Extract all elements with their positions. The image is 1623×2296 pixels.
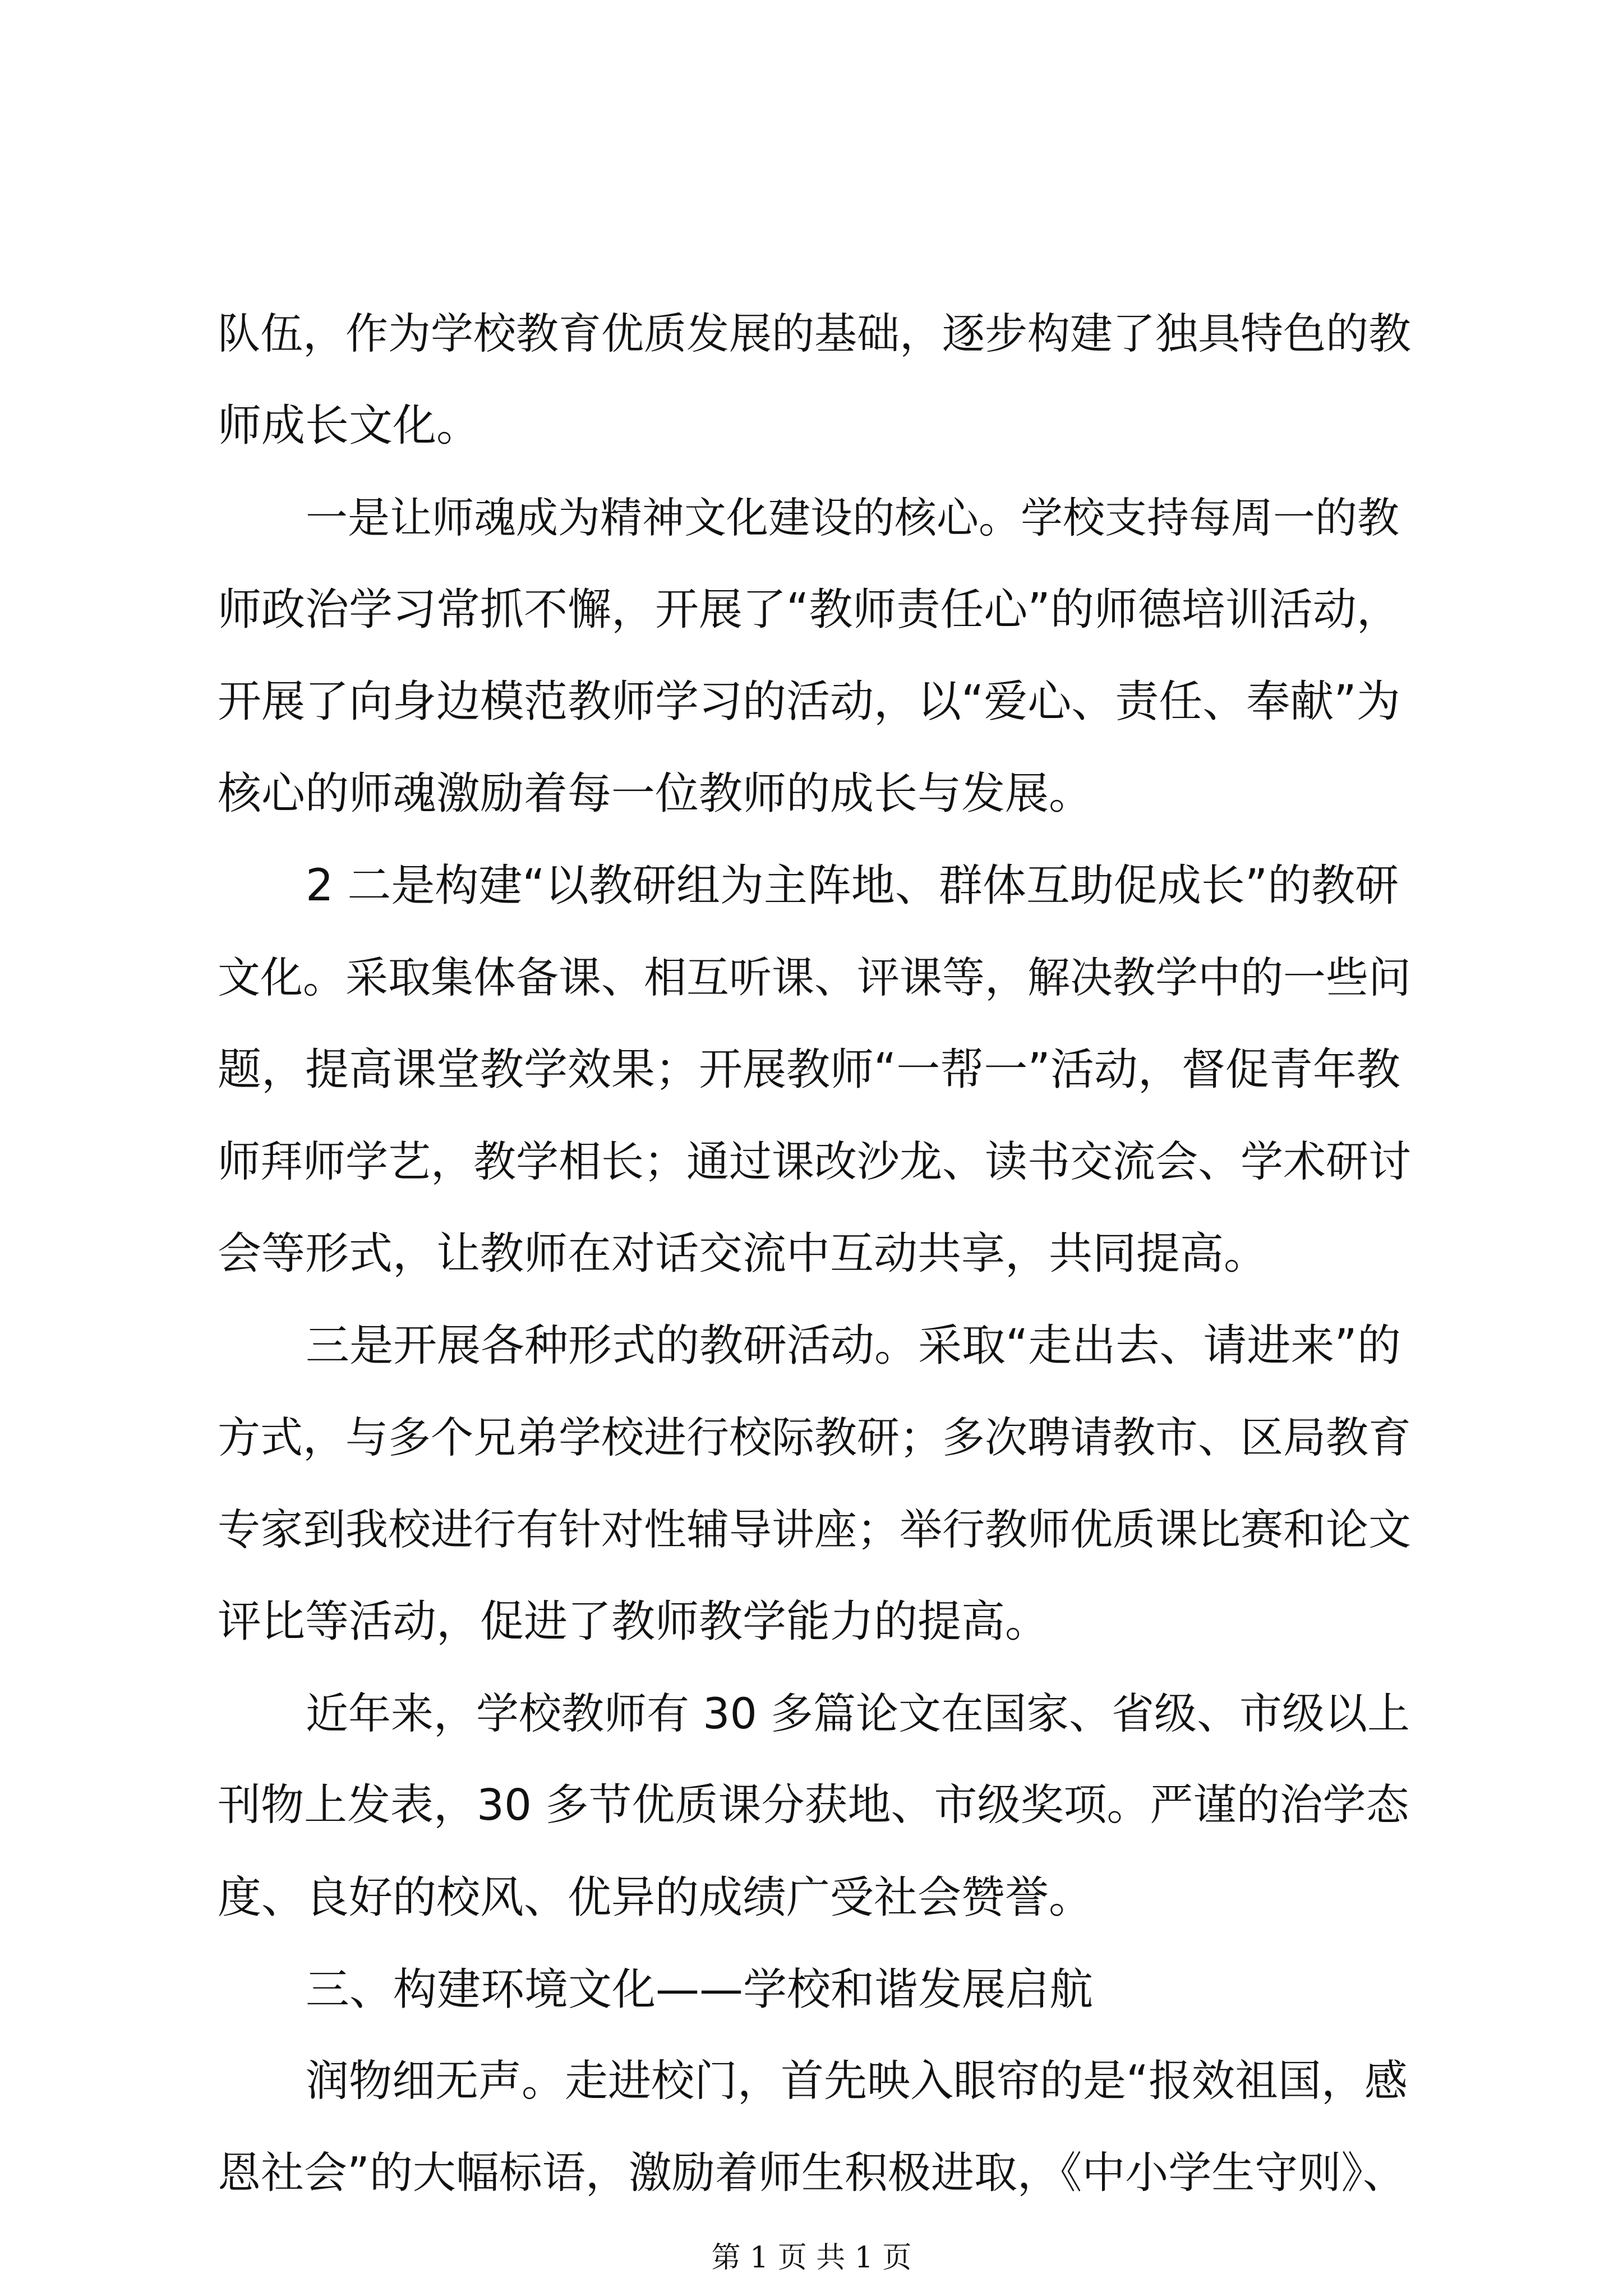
text-line-16: 近年来，学校教师有 30 多篇论文在国家、省级、市级以上 (306, 1688, 1410, 1738)
text-line-4: 师政治学习常抓不懈，开展了“教师责任心”的师德培训活动， (218, 585, 1400, 635)
text-line-12: 三是开展各种形式的教研活动。采取“走出去、请进来”的 (306, 1320, 1401, 1371)
text-line-10: 师拜师学艺，教学相长；通过课改沙龙、读书交流会、学术研讨 (218, 1137, 1411, 1186)
text-line-17: 刊物上发表，30 多节优质课分获地、市级奖项。严谨的治学态 (218, 1780, 1409, 1830)
text-line-1: 队伍，作为学校教育优质发展的基础，逐步构建了独具特色的教 (218, 309, 1411, 358)
text-line-7: 2 二是构建“以教研组为主阵地、群体互助促成长”的教研 (306, 861, 1399, 911)
text-line-19: 三、构建环境文化——学校和谐发展启航 (306, 1964, 1094, 2015)
text-line-9: 题，提高课堂教学效果；开展教师“一帮一”活动，督促青年教 (218, 1045, 1400, 1095)
text-line-18: 度、良好的校风、优异的成绩广受社会赞誉。 (218, 1872, 1093, 1923)
text-line-11: 会等形式，让教师在对话交流中互动共享，共同提高。 (218, 1228, 1268, 1279)
text-line-8: 文化。采取集体备课、相互听课、评课等，解决教学中的一些问 (218, 953, 1411, 1002)
text-line-21: 恩社会”的大幅标语，激励着师生积极进取，《中小学生守则》、 (218, 2148, 1406, 2198)
text-line-20: 润物细无声。走进校门，首先映入眼帘的是“报效祖国，感 (306, 2056, 1408, 2106)
text-line-13: 方式，与多个兄弟学校进行校际教研；多次聘请教市、区局教育 (218, 1412, 1411, 1462)
text-line-14: 专家到我校进行有针对性辅导讲座；举行教师优质课比赛和论文 (218, 1504, 1411, 1554)
page-footer: 第 1 页 共 1 页 (711, 2241, 912, 2275)
text-line-3: 一是让师魂成为精神文化建设的核心。学校支持每周一的教 (306, 493, 1400, 542)
text-line-6: 核心的师魂激励着每一位教师的成长与发展。 (218, 769, 1093, 819)
text-line-5: 开展了向身边模范教师学习的活动，以“爱心、责任、奉献”为 (218, 677, 1400, 727)
text-line-15: 评比等活动，促进了教师教学能力的提高。 (218, 1596, 1049, 1647)
text-line-2: 师成长文化。 (218, 401, 481, 451)
